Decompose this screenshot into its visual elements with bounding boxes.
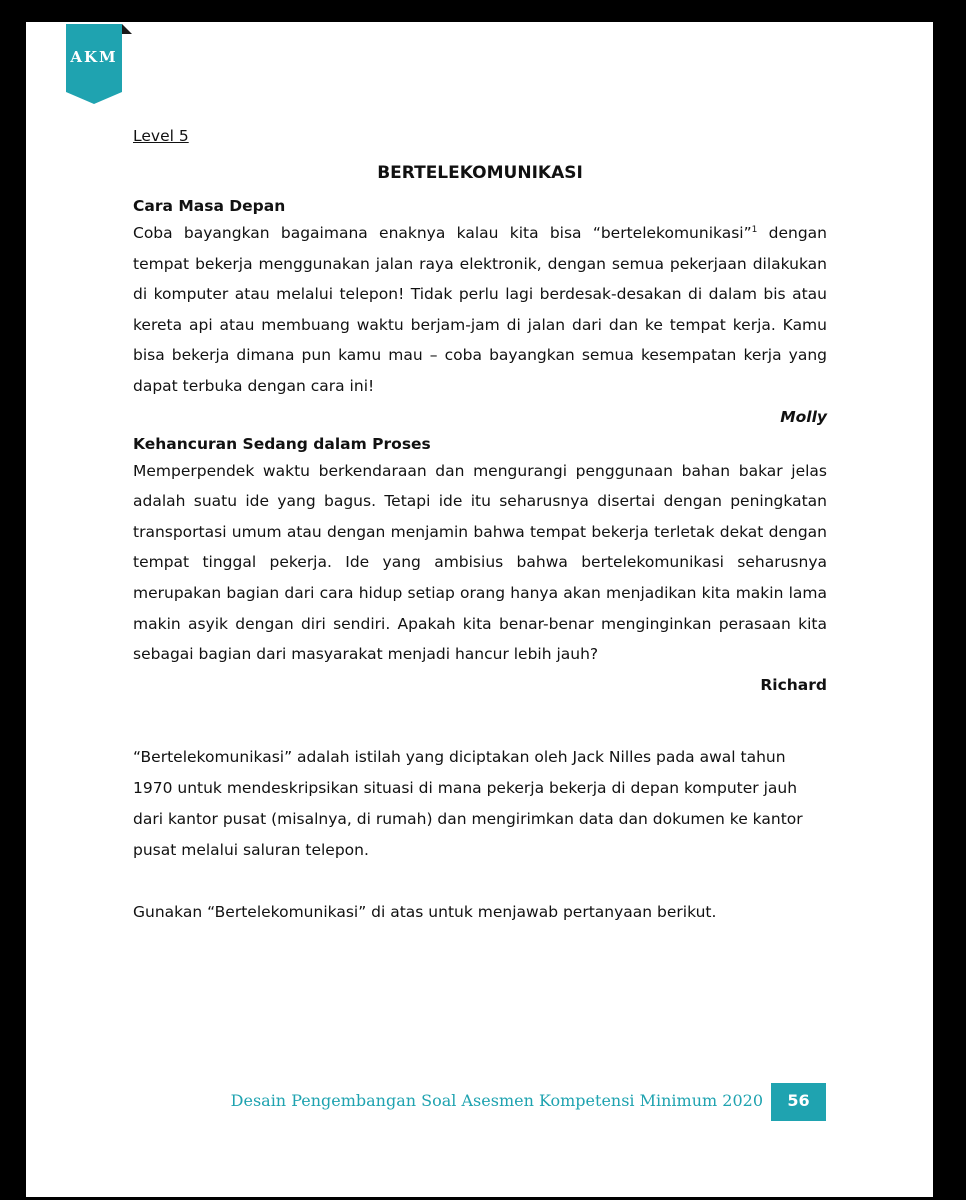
- definition-note: “Bertelekomunikasi” adalah istilah yang diciptakan oleh Jack Nilles pada awal tahun 1970 untuk mendeskripsikan situasi di mana pekerja bekerja di depan komputer jauh dari kantor pusat (misalnya, di rumah) dan mengirimkan data dan dokumen ke kantor pusat melalui saluran telepon.: [133, 747, 803, 859]
- instruction-text: Gunakan “Bertelekomunikasi” di atas untuk menjawab pertanyaan berikut.: [133, 902, 717, 921]
- page-number: 56: [771, 1083, 826, 1121]
- section1-body: [133, 218, 827, 402]
- page-title: BERTELEKOMUNIKASI: [377, 163, 583, 183]
- footnote-ref: 1: [751, 224, 758, 235]
- section2-body: Memperpendek waktu berkendaraan dan mengurangi penggunaan bahan bakar jelas adalah suatu ide yang bagus. Tetapi ide itu seharusnya disertai dengan peningkatan transportasi umum atau dengan menjamin bahwa tempat bekerja terletak dekat dengan tempat tinggal pekerja. Ide yang ambisius bahwa bertelekomunikasi seharusnya merupakan bagian dari cara hidup setiap orang hanya akan menjadikan kita makin lama makin asyik dengan diri sendiri. Apakah kita benar-benar menginginkan perasaan kita sebagai bagian dari masyarakat menjadi hancur lebih jauh?: [133, 461, 827, 664]
- section1-body-part1: Coba bayangkan bagaimana enaknya kalau kita bisa “bertelekomunikasi”: [133, 224, 752, 242]
- level-label: Level 5: [133, 127, 189, 145]
- main-content: [133, 126, 827, 928]
- section1-author: Molly: [780, 407, 827, 426]
- akm-logo-badge: [66, 22, 132, 106]
- document-page: [26, 22, 933, 1197]
- logo-text: AKM: [70, 48, 118, 66]
- section1-heading: Cara Masa Depan: [133, 197, 286, 215]
- section2-heading: Kehancuran Sedang dalam Proses: [133, 434, 431, 453]
- section1-body-part2: dengan tempat bekerja menggunakan jalan raya elektronik, dengan semua pekerjaan dilakukan di komputer atau melalui telepon! Tidak perlu lagi berdesak-desakan di dalam bis atau kereta api atau membuang waktu berjam-jam di jalan dari dan ke tempat kerja. Kamu bisa bekerja dimana pun kamu mau – coba bayangkan semua kesempatan kerja yang dapat terbuka dengan cara ini!: [133, 224, 827, 395]
- footer-title: Desain Pengembangan Soal Asesmen Kompetensi Minimum 2020: [230, 1091, 763, 1110]
- section2-author: Richard: [760, 675, 827, 694]
